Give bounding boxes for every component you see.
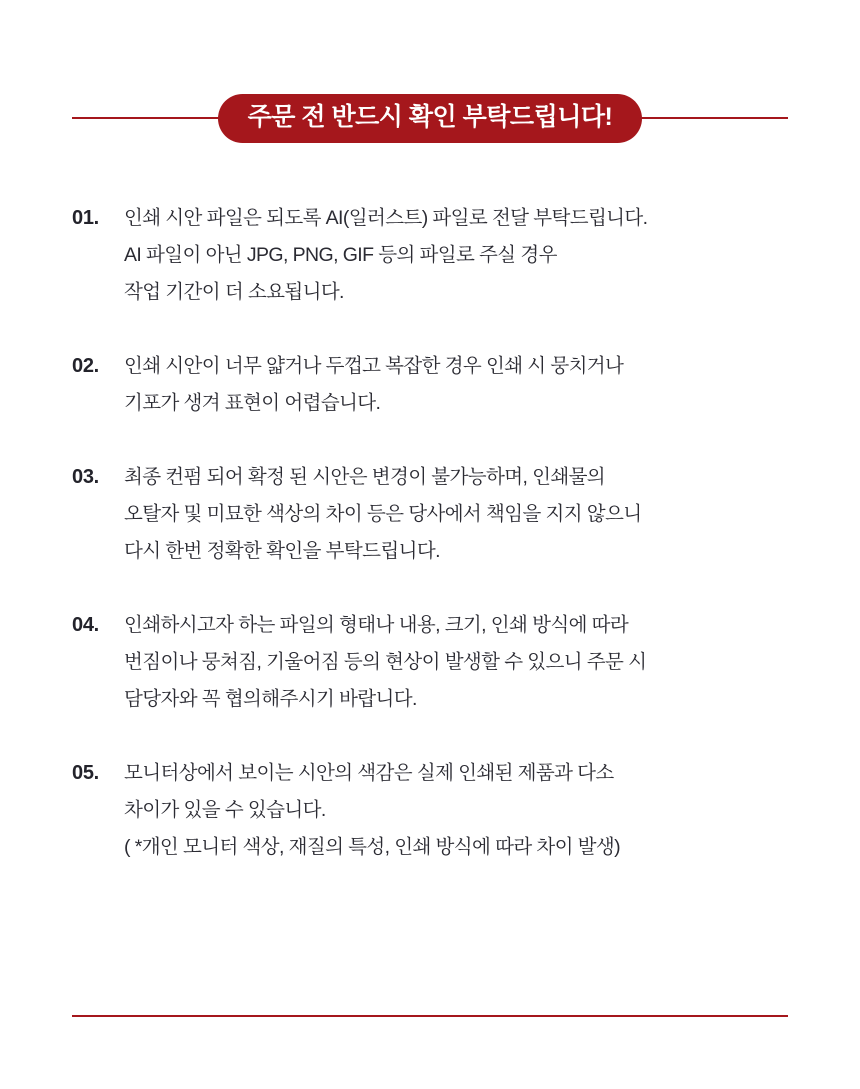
notice-number: 03. bbox=[72, 466, 99, 488]
notice-line: 최종 컨펌 되어 확정 된 시안은 변경이 불가능하며, 인쇄물의 bbox=[124, 466, 606, 488]
notice-line: 차이가 있을 수 있습니다. bbox=[124, 799, 326, 821]
notice-text bbox=[124, 755, 800, 866]
header-banner bbox=[0, 58, 860, 178]
notice-text bbox=[124, 607, 800, 718]
header-rule-left bbox=[72, 117, 232, 119]
notice-line: AI 파일이 아닌 JPG, PNG, GIF 등의 파일로 주실 경우 bbox=[124, 244, 557, 266]
notice-line: 인쇄 시안이 너무 얇거나 두껍고 복잡한 경우 인쇄 시 뭉치거나 bbox=[124, 355, 624, 377]
list-item bbox=[72, 200, 800, 311]
notice-page bbox=[0, 58, 860, 1089]
list-item bbox=[72, 459, 800, 570]
list-item bbox=[72, 755, 800, 866]
header-rule-right bbox=[628, 117, 788, 119]
notice-text bbox=[124, 459, 800, 570]
header-badge: 주문 전 반드시 확인 부탁드립니다! bbox=[218, 94, 643, 143]
notice-line: 다시 한번 정확한 확인을 부탁드립니다. bbox=[124, 540, 440, 562]
notice-text bbox=[124, 348, 800, 422]
notice-line: 오탈자 및 미묘한 색상의 차이 등은 당사에서 책임을 지지 않으니 bbox=[124, 503, 642, 525]
list-item bbox=[72, 607, 800, 718]
notice-number: 01. bbox=[72, 207, 99, 229]
list-item bbox=[72, 348, 800, 422]
notice-line: 작업 기간이 더 소요됩니다. bbox=[124, 281, 344, 303]
notice-line: 기포가 생겨 표현이 어렵습니다. bbox=[124, 392, 381, 414]
notice-line: 담당자와 꼭 협의해주시기 바랍니다. bbox=[124, 688, 417, 710]
notice-line: ( *개인 모니터 색상, 재질의 특성, 인쇄 방식에 따라 차이 발생) bbox=[124, 836, 621, 858]
notice-number: 05. bbox=[72, 762, 99, 784]
notice-number: 02. bbox=[72, 355, 99, 377]
notice-line: 인쇄하시고자 하는 파일의 형태나 내용, 크기, 인쇄 방식에 따라 bbox=[124, 614, 629, 636]
notice-list bbox=[0, 200, 860, 866]
footer-divider bbox=[72, 1015, 788, 1017]
notice-text bbox=[124, 200, 800, 311]
notice-line: 번짐이나 뭉쳐짐, 기울어짐 등의 현상이 발생할 수 있으니 주문 시 bbox=[124, 651, 647, 673]
notice-line: 인쇄 시안 파일은 되도록 AI(일러스트) 파일로 전달 부탁드립니다. bbox=[124, 207, 648, 229]
notice-number: 04. bbox=[72, 614, 99, 636]
notice-line: 모니터상에서 보이는 시안의 색감은 실제 인쇄된 제품과 다소 bbox=[124, 762, 614, 784]
